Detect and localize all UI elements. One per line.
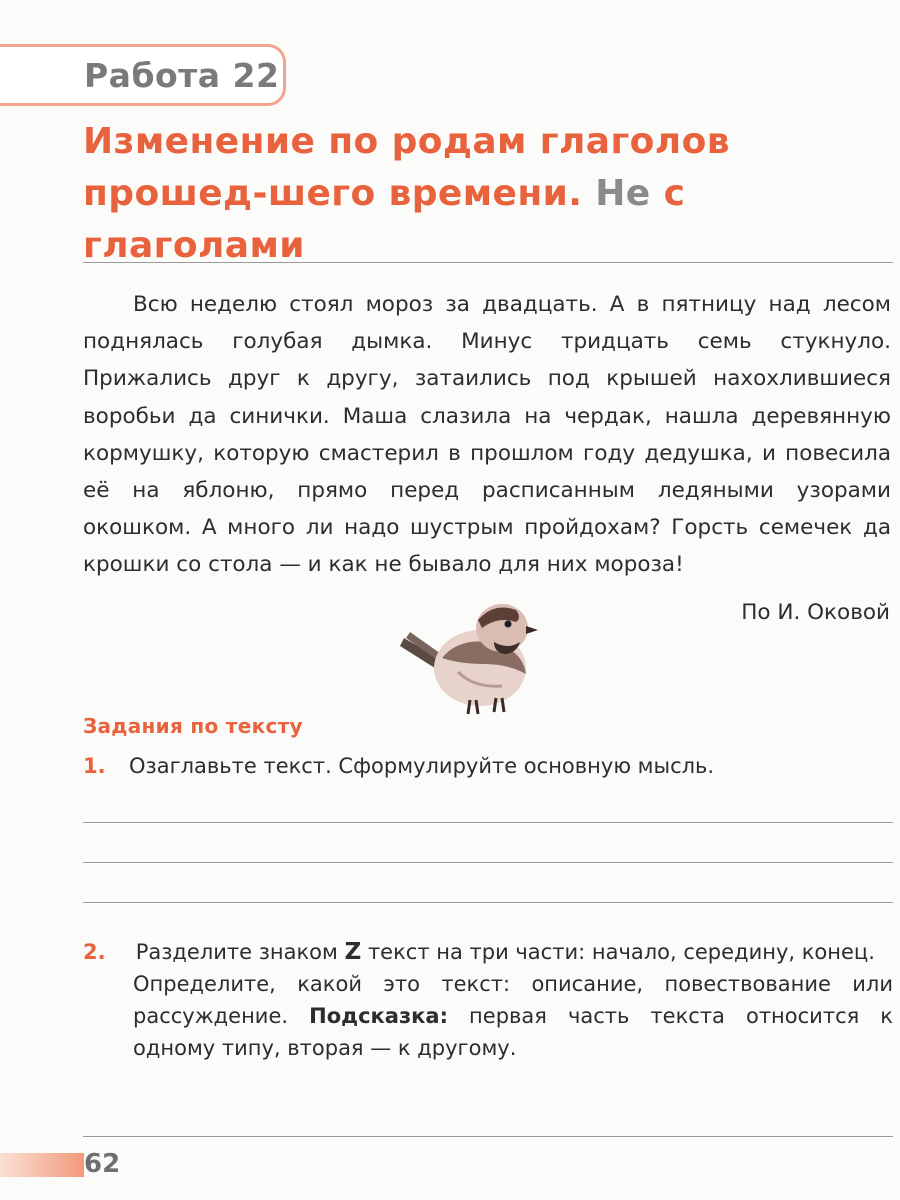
task-2-paragraph [83, 968, 893, 1064]
title-tail: с глаголами [83, 173, 686, 266]
page-marker-bar [0, 1153, 84, 1177]
hint-text: первая часть текста относится к одному типу, вторая — к другому. [133, 1004, 893, 1060]
z-symbol: Z [344, 939, 362, 965]
sparrow-illustration [398, 598, 548, 716]
tasks-heading: Задания по тексту [83, 714, 303, 738]
task-2-line [83, 936, 893, 968]
story-paragraph: Всю неделю стоял мороз за двадцать. А в пятницу над лесом поднялась голубая дымка. Минус тридцать семь стукнуло. Прижались друг к другу, затаились под крышей нахохлившиеся воробьи да синички. Маша слазила на чердак, нашла деревянную кормушку, которую смастерил в прошлом году дедушка, и повесила её на яблоню, прямо перед расписанным ледяными узорами окошком. А много ли надо шустрым пройдохам? Горсть семечек да крошки со стола — и как не бывало для них мороза! [83, 292, 891, 578]
page-number: 62 [84, 1149, 121, 1179]
task-1-text: Озаглавьте текст. Сформулируйте основную мысль. [129, 754, 715, 778]
hint-label: Подсказка: [309, 1004, 448, 1028]
story-text [83, 286, 891, 584]
title-orange: Изменение по родам глаголов прошед-шего времени. [83, 121, 730, 214]
task-2 [83, 936, 893, 1064]
answer-line-3[interactable] [83, 902, 893, 903]
divider-top [83, 262, 893, 263]
work-label: Работа 22 [84, 56, 280, 95]
answer-line-1[interactable] [83, 822, 893, 823]
task-1 [83, 750, 893, 782]
task-2-text-after: текст на три части: начало, середину, конец. [367, 940, 875, 964]
title-gray: Не [595, 173, 651, 214]
task-1-number: 1. [83, 754, 106, 778]
answer-line-2[interactable] [83, 862, 893, 863]
story-author: По И. Оковой [741, 600, 890, 625]
task-2-number: 2. [83, 940, 106, 964]
answer-line-4[interactable] [83, 1136, 893, 1137]
task-2-text2: Определите, какой это текст: описание, повествование или рассуждение. [133, 972, 893, 1028]
lesson-title [83, 116, 883, 272]
task-2-text-before: Разделите знаком [135, 940, 338, 964]
